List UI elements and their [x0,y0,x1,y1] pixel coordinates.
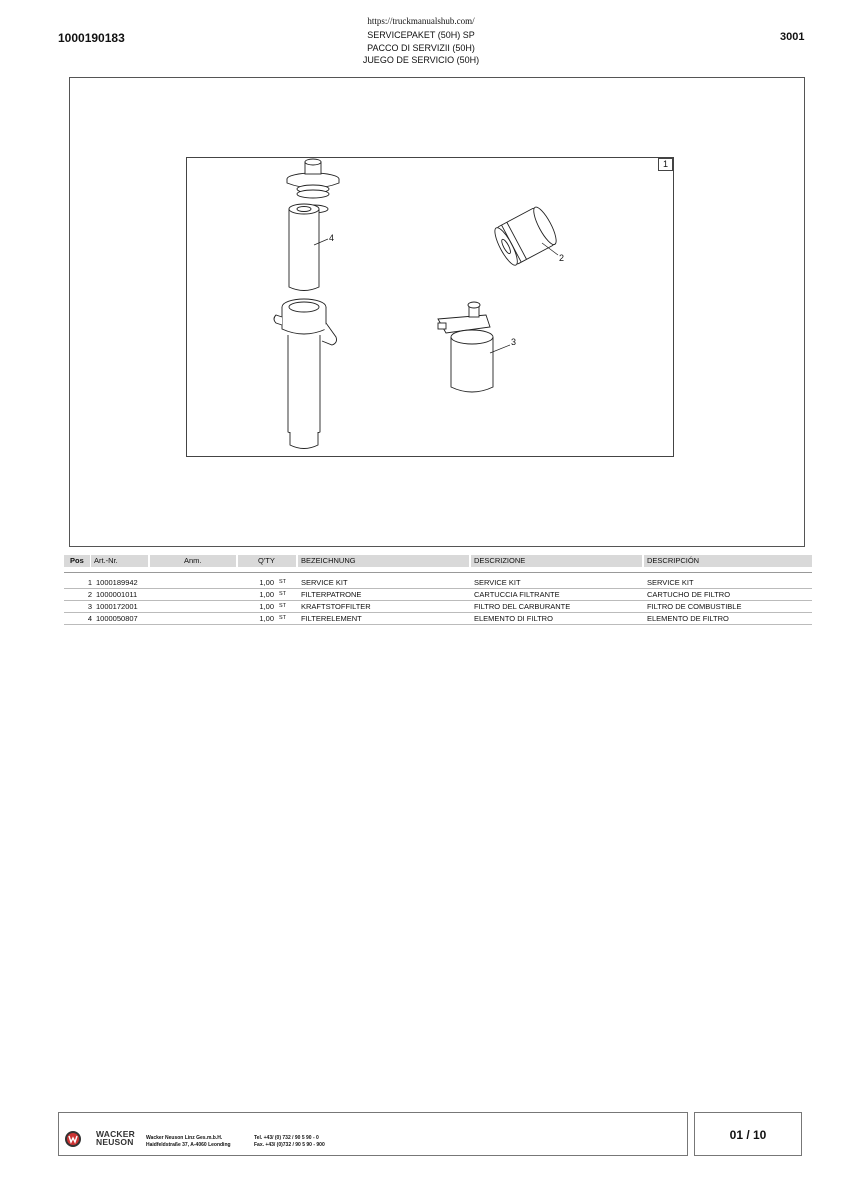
row-unit: ST [279,603,287,609]
table-row [64,589,812,600]
row-unit: ST [279,579,287,585]
company-tel: Tel. +43/ (0) 732 / 90 5 90 - 0 [254,1135,319,1141]
page-number: 01 / 10 [694,1112,802,1156]
title-italian: PACCO DI SERVIZII (50H) [367,42,475,53]
fuel-filter-part [438,302,493,392]
part-label-4: 4 [329,233,335,243]
company-logo-text [96,1130,135,1146]
table-divider [64,572,812,573]
company-contact [254,1135,325,1149]
source-url: https://truckmanualshub.com/ [367,16,475,26]
company-street: Haidfeldstraße 37, A-4060 Leonding [146,1142,231,1148]
header-art-nr: Art.-Nr. [91,555,148,567]
company-fax: Fax. +43/ (0)732 / 90 5 90 - 900 [254,1142,325,1148]
page-code: 3001 [780,31,805,43]
row-bezeichnung: SERVICE KIT [301,578,348,587]
page-title-block [0,29,842,67]
footer-company-box [58,1112,688,1156]
row-art-nr: 1000189942 [96,578,138,587]
header-pos: Pos [64,555,90,567]
row-pos: 2 [87,590,92,599]
filter-housing [274,299,337,449]
header-descrizione: DESCRIZIONE [471,555,642,567]
row-qty: 1,00 [259,590,274,599]
document-number: 1000190183 [58,31,125,45]
parts-table-header [64,555,812,567]
logo-line-1: WACKER [96,1129,135,1139]
table-row [64,577,812,588]
kit-callout-label: 1 [658,158,673,171]
row-art-nr: 1000172001 [96,602,138,611]
title-german: SERVICEPAKET (50H) SP [367,30,475,40]
row-descripcion: SERVICE KIT [647,578,694,587]
table-row [64,613,812,624]
table-row [64,601,812,612]
header-bezeichnung: BEZEICHNUNG [298,555,469,567]
row-descrizione: FILTRO DEL CARBURANTE [474,602,571,611]
row-art-nr: 1000001011 [96,590,138,599]
header-descripcion: DESCRIPCIÓN [644,555,812,567]
filter-cartridge-part [491,204,560,267]
row-descripcion: FILTRO DE COMBUSTIBLE [647,602,742,611]
row-pos: 3 [87,602,92,611]
row-divider [64,624,812,625]
row-bezeichnung: KRAFTSTOFFILTER [301,602,371,611]
row-pos: 1 [87,578,92,587]
company-address [146,1135,231,1149]
company-name: Wacker Neuson Linz Ges.m.b.H. [146,1135,223,1141]
wacker-neuson-logo-icon [65,1131,81,1147]
row-qty: 1,00 [259,602,274,611]
row-descrizione: CARTUCCIA FILTRANTE [474,590,560,599]
row-pos: 4 [87,614,92,623]
exploded-parts-drawing [186,157,674,457]
row-descrizione: SERVICE KIT [474,578,521,587]
header-qty: Q'TY [238,555,296,567]
row-art-nr: 1000050807 [96,614,138,623]
logo-line-2: NEUSON [96,1137,134,1147]
row-descripcion: ELEMENTO DE FILTRO [647,614,729,623]
row-bezeichnung: FILTERELEMENT [301,614,362,623]
row-descrizione: ELEMENTO DI FILTRO [474,614,553,623]
title-spanish: JUEGO DE SERVICIO (50H) [362,55,480,65]
row-descripcion: CARTUCHO DE FILTRO [647,590,731,599]
part-label-2: 2 [559,253,565,263]
row-qty: 1,00 [259,614,274,623]
row-qty: 1,00 [259,578,274,587]
row-unit: ST [279,615,287,621]
part-label-3: 3 [511,337,517,347]
row-bezeichnung: FILTERPATRONE [301,590,362,599]
row-unit: ST [279,591,287,597]
filter-element-part [287,159,339,291]
header-anm: Anm. [150,555,236,567]
